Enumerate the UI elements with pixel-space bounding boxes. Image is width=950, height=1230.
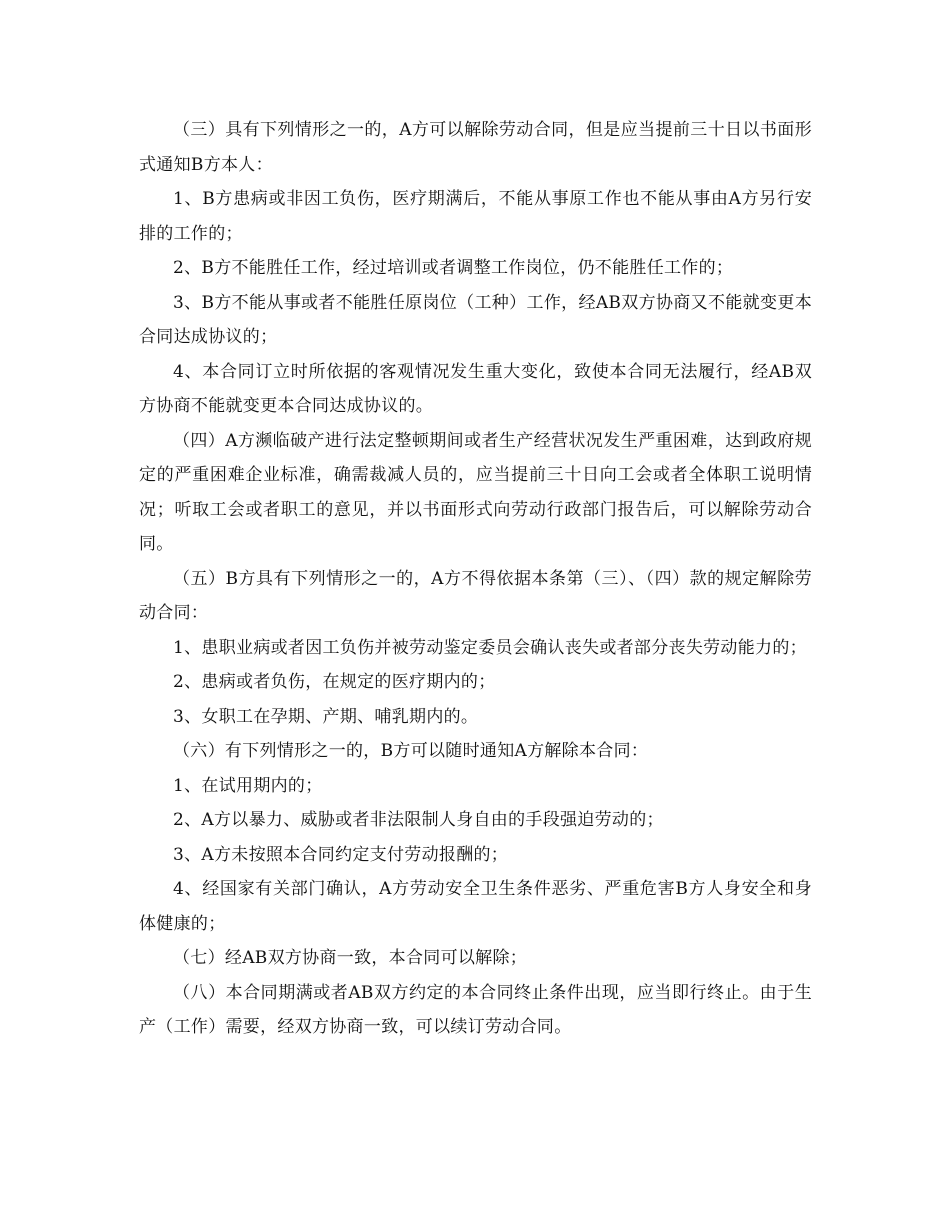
paragraph-clause-3: （三）具有下列情形之一的，A方可以解除劳动合同，但是应当提前三十日以书面形式通知B方本人： [139, 120, 812, 175]
paragraph-clause-3-item-3: 3、B方不能从事或者不能胜任原岗位（工种）工作，经AB双方协商又不能就变更本合同达成协议的； [139, 292, 812, 347]
paragraph-clause-3-item-2: 2、B方不能胜任工作，经过培训或者调整工作岗位，仍不能胜任工作的； [173, 258, 734, 278]
paragraph-clause-5-item-3: 3、女职工在孕期、产期、哺乳期内的。 [173, 706, 479, 727]
document-body [139, 113, 812, 1045]
paragraph-clause-3-item-4: 4、本合同订立时所依据的客观情况发生重大变化，致使本合同无法履行，经AB双方协商不能就变更本合同达成协议的。 [139, 361, 812, 416]
paragraph-clause-6-item-3: 3、A方未按照本合同约定支付劳动报酬的； [173, 844, 509, 865]
paragraph-clause-6-item-2: 2、A方以暴力、威胁或者非法限制人身自由的手段强迫劳动的； [173, 810, 664, 830]
paragraph-clause-6-item-1: 1、在试用期内的； [173, 775, 323, 796]
paragraph-clause-5: （五）B方具有下列情形之一的，A方不得依据本条第（三）、（四）款的规定解除劳动合同： [139, 568, 812, 623]
paragraph-clause-3-item-1: 1、B方患病或非因工负伤，医疗期满后，不能从事原工作也不能从事由A方另行安排的工作的； [139, 189, 812, 244]
paragraph-clause-7: （七）经AB双方协商一致，本合同可以解除； [173, 948, 528, 968]
paragraph-clause-5-item-2: 2、患病或者负伤，在规定的医疗期内的； [173, 672, 496, 692]
paragraph-clause-4: （四）A方濒临破产进行法定整顿期间或者生产经营状况发生严重困难，达到政府规定的严重困难企业标准，确需裁减人员的，应当提前三十日向工会或者全体职工说明情况；听取工会或者职工的意见，并以书面形式向劳动行政部门报告后，可以解除劳动合同。 [139, 430, 812, 554]
paragraph-clause-6-item-4: 4、经国家有关部门确认，A方劳动安全卫生条件恶劣、严重危害B方人身安全和身体健康的； [139, 879, 812, 934]
paragraph-clause-6: （六）有下列情形之一的，B方可以随时通知A方解除本合同： [173, 741, 649, 761]
paragraph-clause-5-item-1: 1、患职业病或者因工负伤并被劳动鉴定委员会确认丧失或者部分丧失劳动能力的； [173, 637, 807, 658]
paragraph-clause-8: （八）本合同期满或者AB双方约定的本合同终止条件出现，应当即行终止。由于生产（工作）需要，经双方协商一致，可以续订劳动合同。 [139, 982, 812, 1037]
